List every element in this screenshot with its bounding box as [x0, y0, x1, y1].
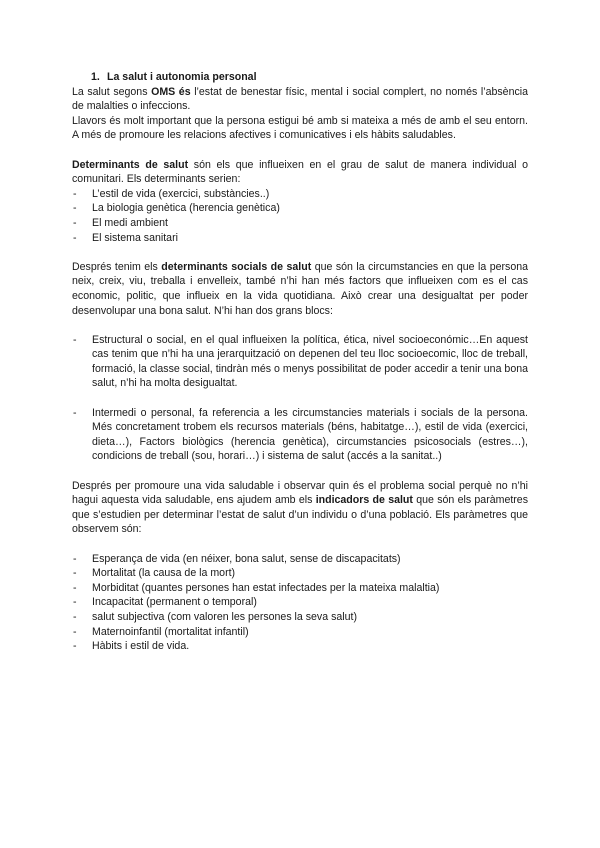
indicators-term: indicadors de salut [315, 494, 413, 507]
heading-number: 1. [91, 71, 100, 83]
social-text: Després tenim els [72, 260, 162, 273]
list-item [72, 566, 528, 581]
intro-text: La salut segons [72, 85, 152, 98]
list-item [72, 216, 528, 231]
determinants-paragraph [72, 158, 528, 187]
bullet-dash: - [73, 187, 77, 200]
list-item [72, 187, 528, 202]
bullet-dash: - [73, 552, 77, 565]
list-item [72, 333, 528, 391]
determinants-term: Determinants de salut [72, 158, 189, 171]
indicators-text: Després per promoure una vida saludable i observar quin és el problema social perquè no n’hi hagui aquesta vida saludable, ens ajudem amb els [72, 479, 528, 507]
list-item-text: Esperança de vida (en néixer, bona salut, sense de discapacitats) [92, 552, 401, 565]
intro-paragraph-2: Llavors és molt important que la persona estigui bé amb si mateixa a més de amb el seu entorn. A més de promoure les relacions afectives i comunicatives i els hàbits saludables. [72, 114, 528, 142]
determinants-list [72, 187, 528, 245]
oms-term: OMS és [151, 85, 191, 98]
bullet-dash: - [73, 216, 77, 229]
determinants-text: són els que influeixen en el grau de salut de manera individual o comunitari. Els determinants serien: [72, 158, 528, 186]
bullet-dash: - [73, 202, 77, 215]
indicators-text-rest: que són els paràmetres que s’estudien per determinar l’estat de salut d’un individu o d’una població. Els paràmetres que observem són: [72, 494, 528, 536]
intro-text-rest: l’estat de benestar físic, mental i social complert, no només l’absència de malalties o infeccions. [72, 85, 529, 113]
bullet-dash: - [73, 625, 77, 638]
heading-title: La salut i autonomia personal [107, 71, 257, 83]
list-item [72, 201, 528, 216]
bullet-dash: - [73, 581, 77, 594]
document-page [72, 70, 528, 654]
bullet-dash: - [73, 333, 77, 346]
list-item-text: El medi ambient [92, 216, 168, 229]
list-item [72, 595, 528, 610]
indicators-paragraph [72, 479, 528, 537]
bullet-dash: - [73, 231, 77, 244]
list-item-text: L’estil de vida (exercici, substàncies..) [92, 187, 270, 200]
list-item [72, 639, 528, 654]
indicators-list [72, 552, 528, 654]
social-determinants-term: determinants socials de salut [161, 260, 312, 273]
list-item [72, 406, 528, 464]
section-heading [72, 70, 528, 85]
bullet-dash: - [73, 567, 77, 580]
list-item-text: Incapacitat (permanent o temporal) [92, 596, 257, 609]
social-determinants-paragraph [72, 260, 528, 318]
list-item-text: Mortalitat (la causa de la mort) [92, 567, 236, 580]
bullet-dash: - [73, 610, 77, 623]
list-item-text: El sistema sanitari [92, 231, 178, 244]
social-text-rest: que són la circumstancies en que la persona neix, creix, viu, treballa i envelleix, també n’hi han més factors que influeixen com es el cas economic, politic, que influeix en la vida quotidiana. Això crear una desigualtat per poder desenvolupar una bona salut. N’hi han dos grans blocs: [72, 260, 528, 317]
list-item-text: Hàbits i estil de vida. [92, 640, 190, 653]
list-item [72, 610, 528, 625]
bullet-dash: - [73, 640, 77, 653]
list-item [72, 552, 528, 567]
list-item-text: Estructural o social, en el qual influeixen la política, ética, nivel socioeconómic…En aquest cas tenim que n’hi ha una jerarquització on depenen del teu lloc socioecomic, lloc de treball, formació, la classe social, tindràn més o menys possibilitat de poder accedir a tenir una bona salut, n’hi ha molta desigualtat. [92, 333, 528, 390]
list-item-text: Morbiditat (quantes persones han estat infectades per la mateixa malaltia) [92, 581, 440, 594]
social-blocks-list [72, 333, 528, 464]
list-item-text: La biologia genètica (herencia genètica) [92, 202, 280, 215]
intro-paragraph-1 [72, 85, 528, 114]
list-item-text: Maternoinfantil (mortalitat infantil) [92, 625, 249, 638]
list-item-text: Intermedi o personal, fa referencia a les circumstancies materials i socials de la persona. Més concretament trobem els recursos materials (béns, habitatge…), estil de vida (exercici, dieta…), Factors biològics (herencia genètica), circumstancies psicosocials (estres…), condicions de treball (sou, horari…) i sistema de salut (accés a la sanitat..) [92, 406, 528, 463]
list-item [72, 625, 528, 640]
bullet-dash: - [73, 406, 77, 419]
bullet-dash: - [73, 596, 77, 609]
list-item-text: salut subjectiva (com valoren les persones la seva salut) [92, 610, 357, 623]
list-item [72, 581, 528, 596]
list-item [72, 231, 528, 246]
